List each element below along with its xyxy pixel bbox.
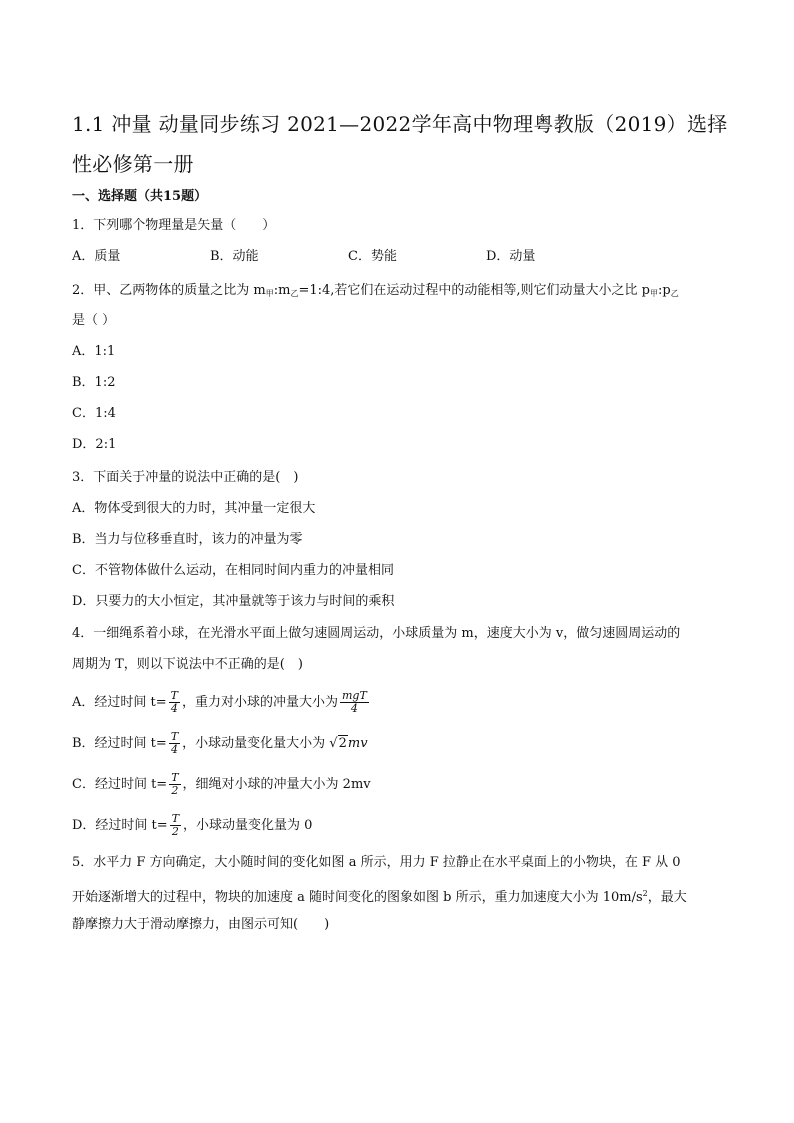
fraction-numerator: mgT <box>342 689 367 702</box>
fraction-denominator: 4 <box>169 743 180 756</box>
q4-b-tail: mv <box>347 736 368 751</box>
q4-option-d <box>72 813 312 838</box>
q2-option-a: A．1:1 <box>72 344 116 359</box>
q4-stem-line1: 4．一细绳系着小球，在光滑水平面上做匀速圆周运动，小球质量为 m，速度大小为 v，做匀速圆周运动的 <box>72 626 681 641</box>
q5-line1: 5．水平力 F 方向确定，大小随时间的变化如图 a 所示，用力 F 拉静止在水平桌面上的小物块，在 F 从 0 <box>72 855 681 870</box>
q2-stem-part: :m <box>273 283 291 298</box>
q5-superscript: 2 <box>642 889 648 898</box>
q1-option-c: C．势能 <box>348 249 397 264</box>
q1-stem: 1．下列哪个物理量是矢量（ ） <box>72 218 276 233</box>
q3-stem: 3．下面关于冲量的说法中正确的是( ) <box>72 470 299 485</box>
fraction-numerator: T <box>171 812 180 825</box>
fraction-numerator: T <box>171 771 179 784</box>
document-title: 1.1 冲量 动量同步练习 2021—2022学年高中物理粤教版（2019）选择性必修第一册 <box>72 112 728 176</box>
q4-option-b <box>72 731 368 756</box>
q3-option-b: B．当力与位移垂直时，该力的冲量为零 <box>72 532 303 547</box>
fraction-denominator: 2 <box>169 784 180 797</box>
q4-c-prefix: C．经过时间 t= <box>72 777 168 792</box>
q2-sub-yi: 乙 <box>290 289 299 298</box>
sqrt-radicand: 2 <box>338 736 347 751</box>
q4-stem-line2: 周期为 T，则以下说法中不正确的是( ) <box>72 657 303 672</box>
q4-b-prefix: B．经过时间 t= <box>72 736 167 751</box>
q2-stem-part: =1:4,若它们在运动过程中的动能相等,则它们动量大小之比 p <box>298 283 650 298</box>
fraction-denominator: 4 <box>169 702 180 715</box>
q4-option-a <box>72 690 371 715</box>
q2-sub-jia-2: 甲 <box>650 289 658 298</box>
q5-line2-text: 开始逐渐增大的过程中，物块的加速度 a 随时间变化的图象如图 b 所示，重力加速度大小为 10m/s <box>72 890 643 905</box>
fraction-numerator: T <box>170 689 178 702</box>
q4-c-text: ，细绳对小球的冲量大小为 2mv <box>182 777 371 792</box>
q1-option-b: B．动能 <box>210 249 259 264</box>
q1-options <box>72 247 535 267</box>
fraction <box>169 772 180 797</box>
fraction-numerator: T <box>170 730 179 743</box>
q2-stem <box>72 281 679 304</box>
fraction-denominator: 2 <box>170 825 181 838</box>
fraction <box>340 690 369 715</box>
q4-option-c <box>72 772 371 797</box>
fraction <box>169 690 180 715</box>
q4-a-text: ，重力对小球的冲量大小为 <box>181 695 338 710</box>
q2-option-b: B．1:2 <box>72 375 116 390</box>
fraction <box>169 731 180 756</box>
fraction-denominator: 4 <box>340 702 369 715</box>
q3-option-d: D．只要力的大小恒定，其冲量就等于该力与时间的乘积 <box>72 594 395 609</box>
q2-stem-part: 2．甲、乙两物体的质量之比为 m <box>72 283 266 298</box>
fraction <box>170 813 181 838</box>
section-heading: 一、选择题（共15题） <box>72 189 208 204</box>
q2-option-d: D．2:1 <box>72 437 117 452</box>
q2-sub-yi-2: 乙 <box>670 289 679 298</box>
q4-b-text: ，小球动量变化量大小为 <box>182 736 330 751</box>
q3-option-c: C．不管物体做什么运动，在相同时间内重力的冲量相同 <box>72 563 394 578</box>
q5-line2-tail: ，最大 <box>647 890 687 905</box>
q4-a-prefix: A．经过时间 t= <box>72 695 167 710</box>
q4-d-prefix: D．经过时间 t= <box>72 818 168 833</box>
q3-option-a: A．物体受到很大的力时，其冲量一定很大 <box>72 501 316 516</box>
q4-d-text: ，小球动量变化量为 0 <box>183 818 313 833</box>
q5-line2 <box>72 884 687 908</box>
q5-line3: 静摩擦力大于滑动摩擦力，由图示可知( ) <box>72 917 330 932</box>
q1-option-a: A．质量 <box>72 249 121 264</box>
q2-sub-jia: 甲 <box>265 289 274 298</box>
sqrt-symbol: √2 <box>329 736 347 751</box>
q1-option-d: D．动量 <box>486 249 536 264</box>
q2-option-c: C．1:4 <box>72 406 116 421</box>
q2-stem-line2: 是（ ） <box>72 313 116 328</box>
q2-stem-part: :p <box>658 283 671 298</box>
